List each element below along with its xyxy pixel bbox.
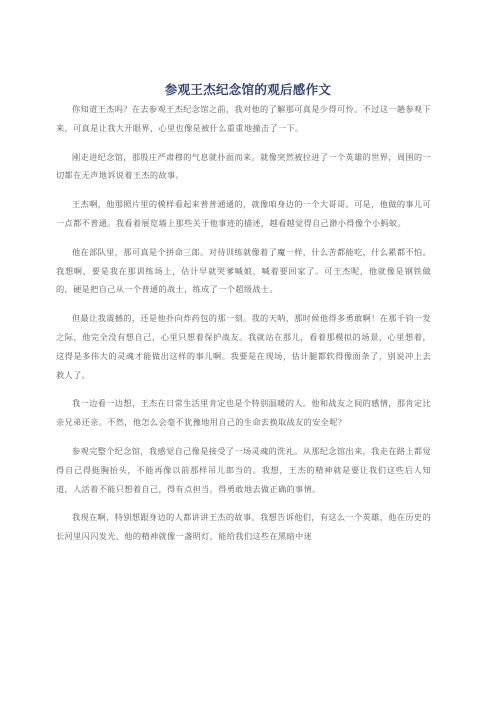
paragraph-7: 参观完整个纪念馆，我感觉自己像是接受了一场灵魂的洗礼。从那纪念馆出来，我走在路上都觉得自己得挺胸抬头，不能再像以前那样吊儿郎当的。我想，王杰的精神就是要让我们这些后人知道，人活着不能只想着自己，得有点担当，得勇敢地去做正确的事情。: [56, 445, 431, 494]
paragraph-3: 王杰啊，他那照片里的模样看起来普普通通的，就像咱身边的一个大哥哥。可是，他做的事儿可一点都不普通。我看着展览墙上那些关于他事迹的描述，越看越觉得自己渺小得像个小蚂蚁。: [56, 199, 431, 228]
document-body: [56, 100, 431, 556]
paragraph-8: 我现在啊，特别想跟身边的人都讲讲王杰的故事。我想告诉他们，有这么一个英雄，他在历史的长河里闪闪发光，他的精神就像一盏明灯，能给我们这些在黑暗中迷: [56, 512, 431, 542]
document-title: 参观王杰纪念馆的观后感作文: [164, 82, 332, 97]
paragraph-4: 他在部队里，那可真是个拼命三郎。对待训练就像着了魔一样，什么苦都能吃，什么累都不怕。我想啊，要是我在那训练场上，估计早就哭爹喊娘，喊着要回家了。可王杰呢，他就像是钢铁做的，硬是把自己从一个普通的战士，练成了一个超级战士。: [56, 246, 431, 295]
paragraph-1: 你知道王杰吗？在去参观王杰纪念馆之前，我对他的了解那可真是少得可怜。不过这一趟参观下来，可真是让我大开眼界，心里也像是被什么重重地撞击了一下。: [56, 104, 431, 133]
paragraph-5: 但最让我震撼的，还是他扑向炸药包的那一刻。我的天呐，那时候他得多勇敢啊！在那千钧一发之际，他完全没有想自己，心里只想着保护战友。我就站在那儿，看着那模拟的场景，心里想着，这得是多伟大的灵魂才能做出这样的事儿啊。我要是在现场，估计腿都软得像面条了，别说冲上去救人了。: [56, 313, 431, 380]
paragraph-6: 我一边看一边想，王杰在日常生活里肯定也是个特别温暖的人。他和战友之间的感情，那肯定比亲兄弟还亲。不然，他怎么会毫不犹豫地用自己的生命去换取战友的安全呢？: [56, 398, 431, 428]
paragraph-2: 刚走进纪念馆，那股庄严肃穆的气息就扑面而来。就像突然被拉进了一个英雄的世界，周围的一切都在无声地诉说着王杰的故事。: [56, 151, 431, 181]
